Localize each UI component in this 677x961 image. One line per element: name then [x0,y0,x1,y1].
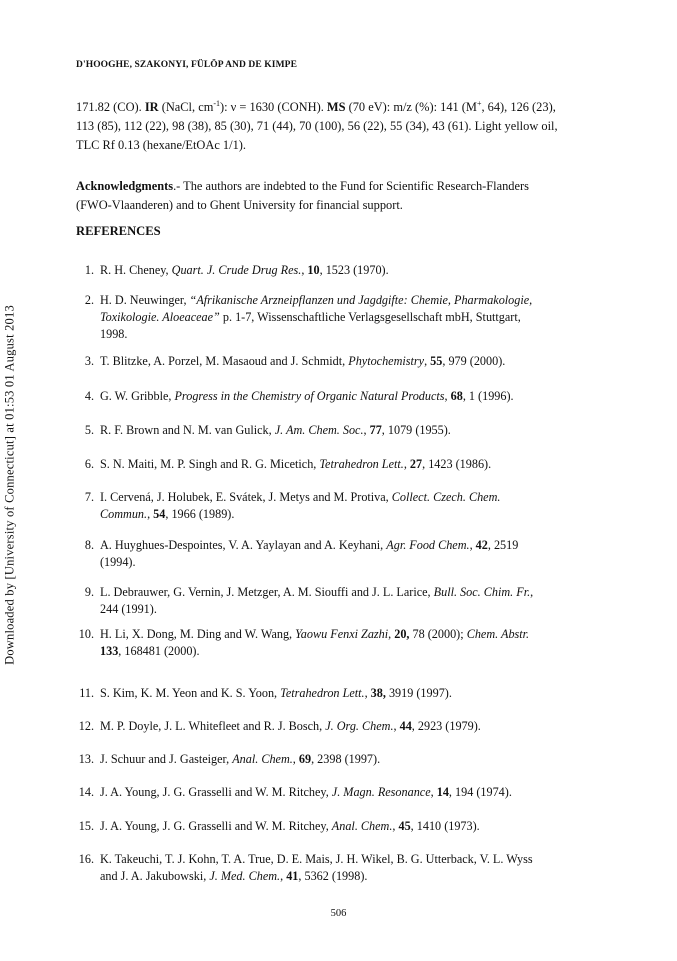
text-fragment: , 194 (1974). [448,785,512,799]
reference-number: 8. [84,538,94,552]
text-fragment: , 979 (2000). [442,354,506,368]
journal-title: J. Am. Chem. Soc. [274,423,364,437]
journal-title: J. Magn. Resonance [331,785,431,799]
reference-line [100,326,590,343]
reference-line [100,554,590,571]
journal-title: J. Med. Chem. [209,869,281,883]
ack-line-2: (FWO-Vlaanderen) and to Ghent University for financial support. [76,198,403,212]
reference-line [100,626,590,643]
journal-title: Anal. Chem. [232,752,293,766]
reference-text [100,685,590,702]
volume-number: 41 [286,869,299,883]
text-fragment: 171.82 (CO). [76,100,145,115]
text-fragment: , 1423 (1986). [422,457,492,471]
text-fragment: , 1410 (1973). [410,819,480,833]
text-fragment: (NaCl, cm [158,100,214,115]
references-heading: REFERENCES [76,224,161,238]
volume-number: 38, [370,686,386,700]
journal-title: Commun. [100,507,148,521]
superscript: -1 [213,99,221,108]
volume-number: 45 [398,819,411,833]
reference-number: 12. [78,719,94,733]
text-fragment: R. H. Cheney, [100,263,172,277]
journal-title: Progress in the Chemistry of Organic Natural Products [174,389,445,403]
superscript: + [476,99,482,108]
reference-line [100,388,590,405]
reference-line [100,751,590,768]
text-fragment: , [301,263,308,277]
text-fragment: , [430,785,437,799]
journal-title: J. Org. Chem. [325,719,394,733]
volume-number: 54 [153,507,166,521]
reference-number: 4. [84,389,94,403]
reference-number: 11. [79,686,94,700]
acknowledgments [76,177,612,215]
text-fragment: , 64), 126 (23), [481,100,556,115]
reference-text [100,292,590,343]
reference-line [100,584,590,601]
text-fragment: K. Takeuchi, T. J. Kohn, T. A. True, D. E. Mais, J. H. Wikel, B. G. Utterback, V. L. Wyss [100,852,533,866]
journal-title: Bull. Soc. Chim. Fr. [433,585,531,599]
reference-line [100,422,590,439]
reference-number: 15. [78,819,94,833]
volume-number: 68 [450,389,463,403]
text-fragment: and J. A. Jakubowski, [100,869,210,883]
journal-title: Anal. Chem. [331,819,393,833]
volume-number: 55 [430,354,443,368]
reference-line [100,309,590,326]
volume-number: 14 [436,785,449,799]
text-fragment: , 1 (1996). [462,389,514,403]
text-fragment: (70 eV): m/z (%): 141 (M [345,100,477,115]
text-fragment: ): ν = 1630 (CONH). [220,100,327,115]
reference-line [100,868,590,885]
text-fragment: S. Kim, K. M. Yeon and K. S. Yoon, [100,686,281,700]
text-fragment: , [469,538,476,552]
volume-number: 69 [298,752,312,766]
reference-line [100,718,590,735]
reference-text [100,262,590,279]
reference-number: 10. [78,627,94,641]
text-fragment: , [403,457,410,471]
text-fragment: J. A. Young, J. G. Grasselli and W. M. Ritchey, [100,785,332,799]
text-fragment: , [392,819,399,833]
journal-title: “Afrikanische Arzneipflanzen und Jagdgifte: Chemie, Pharmakologie, [189,293,533,307]
volume-number: 44 [399,719,412,733]
reference-line [100,353,590,370]
text-fragment: J. A. Young, J. G. Grasselli and W. M. Ritchey, [100,819,332,833]
ack-text: .- The authors are indebted to the Fund for Scientific Research-Flanders [173,179,529,193]
text-fragment: 244 (1991). [100,602,157,616]
text-fragment: (1994). [100,555,136,569]
journal-title: Toxikologie. Aloeaceae” [100,310,220,324]
text-fragment: , [388,627,395,641]
text-fragment: 78 (2000); [409,627,467,641]
reference-text [100,784,590,801]
text-fragment: , 2923 (1979). [411,719,481,733]
text-fragment: L. Debrauwer, G. Vernin, J. Metzger, A. M. Siouffi and J. L. Larice, [100,585,434,599]
text-fragment: J. Schuur and J. Gasteiger, [100,752,233,766]
text-fragment: I. Cervená, J. Holubek, E. Svátek, J. Metys and M. Protiva, [100,490,392,504]
reference-text [100,851,590,885]
text-fragment: T. Blitzke, A. Porzel, M. Masaoud and J. Schmidt, [100,354,349,368]
text-fragment: , 1523 (1970). [319,263,389,277]
journal-title: Agr. Food Chem. [386,538,470,552]
text-fragment: 3919 (1997). [385,686,452,700]
experimental-line-2: 113 (85), 112 (22), 98 (38), 85 (30), 71 (44), 70 (100), 56 (22), 55 (34), 43 (61). Light yellow oil, [76,119,558,134]
experimental-line-3: TLC Rf 0.13 (hexane/EtOAc 1/1). [76,138,246,153]
journal-title: Collect. Czech. Chem. [391,490,501,504]
reference-text [100,718,590,735]
reference-text [100,353,590,370]
text-fragment: , [280,869,287,883]
volume-number: 27 [409,457,423,471]
reference-line [100,456,590,473]
journal-title: Tetrahedron Lett. [280,686,365,700]
text-fragment: , [424,354,431,368]
text-fragment: , 1966 (1989). [165,507,235,521]
text-fragment: H. D. Neuwinger, [100,293,190,307]
text-fragment: , [292,752,299,766]
ir-label: IR [144,100,159,115]
journal-title: Yaowu Fenxi Zazhi [295,627,389,641]
reference-text [100,537,590,571]
text-fragment: , 5362 (1998). [298,869,368,883]
reference-number: 7. [84,490,94,504]
reference-number: 13. [78,752,94,766]
reference-text [100,584,590,618]
text-fragment: , 168481 (2000). [118,644,200,658]
text-fragment: R. F. Brown and N. M. van Gulick, [100,423,275,437]
experimental-text [76,94,612,155]
text-fragment: , [393,719,400,733]
reference-text [100,388,590,405]
text-fragment: p. 1-7, Wissenschaftliche Verlagsgesellschaft mbH, Stuttgart, [219,310,521,324]
text-fragment: , [363,423,370,437]
volume-number: 10 [307,263,320,277]
text-fragment: , [147,507,154,521]
reference-number: 14. [78,785,94,799]
volume-number: 42 [475,538,488,552]
reference-line [100,784,590,801]
text-fragment: , [530,585,534,599]
download-watermark-text: Downloaded by [University of Connecticut] at 01:53 01 August 2013 [2,305,17,665]
reference-line [100,506,590,523]
volume-number: 20, [394,627,410,641]
reference-line [100,643,590,660]
volume-number: 133 [100,644,119,658]
reference-text [100,626,590,660]
ms-label: MS [326,100,346,115]
text-fragment: , 2398 (1997). [311,752,381,766]
text-fragment: H. Li, X. Dong, M. Ding and W. Wang, [100,627,296,641]
volume-number: 77 [369,423,382,437]
running-head: D'HOOGHE, SZAKONYI, FÜLÖP AND DE KIMPE [76,60,298,70]
reference-line [100,818,590,835]
reference-line [100,851,590,868]
journal-title: Tetrahedron Lett. [319,457,404,471]
journal-title: Quart. J. Crude Drug Res. [171,263,302,277]
reference-number: 1. [84,263,94,277]
journal-title: Chem. Abstr. [466,627,530,641]
text-fragment: M. P. Doyle, J. L. Whitefleet and R. J. Bosch, [100,719,326,733]
reference-number: 3. [84,354,94,368]
text-fragment: 1998. [100,327,128,341]
text-fragment: A. Huyghues-Despointes, V. A. Yaylayan and A. Keyhani, [100,538,387,552]
page-number: 506 [330,908,347,919]
experimental-line-1 [76,94,612,117]
reference-number: 9. [84,585,94,599]
reference-number: 2. [84,293,94,307]
download-watermark [0,290,20,680]
reference-text [100,422,590,439]
reference-line [100,601,590,618]
text-fragment: , 1079 (1955). [381,423,451,437]
ack-line-1 [76,177,612,196]
text-fragment: S. N. Maiti, M. P. Singh and R. G. Micetich, [100,457,320,471]
reference-text [100,818,590,835]
reference-line [100,262,590,279]
reference-text [100,751,590,768]
text-fragment: , [364,686,371,700]
text-fragment: , [444,389,451,403]
reference-text [100,456,590,473]
reference-number: 6. [84,457,94,471]
reference-number: 5. [84,423,94,437]
text-fragment: , 2519 [487,538,519,552]
reference-number: 16. [78,852,94,866]
reference-line [100,292,590,309]
reference-line [100,537,590,554]
reference-line [100,685,590,702]
journal-title: Phytochemistry [348,354,425,368]
ack-label: Acknowledgments [76,179,174,193]
reference-text [100,489,590,523]
reference-line [100,489,590,506]
text-fragment: G. W. Gribble, [100,389,175,403]
